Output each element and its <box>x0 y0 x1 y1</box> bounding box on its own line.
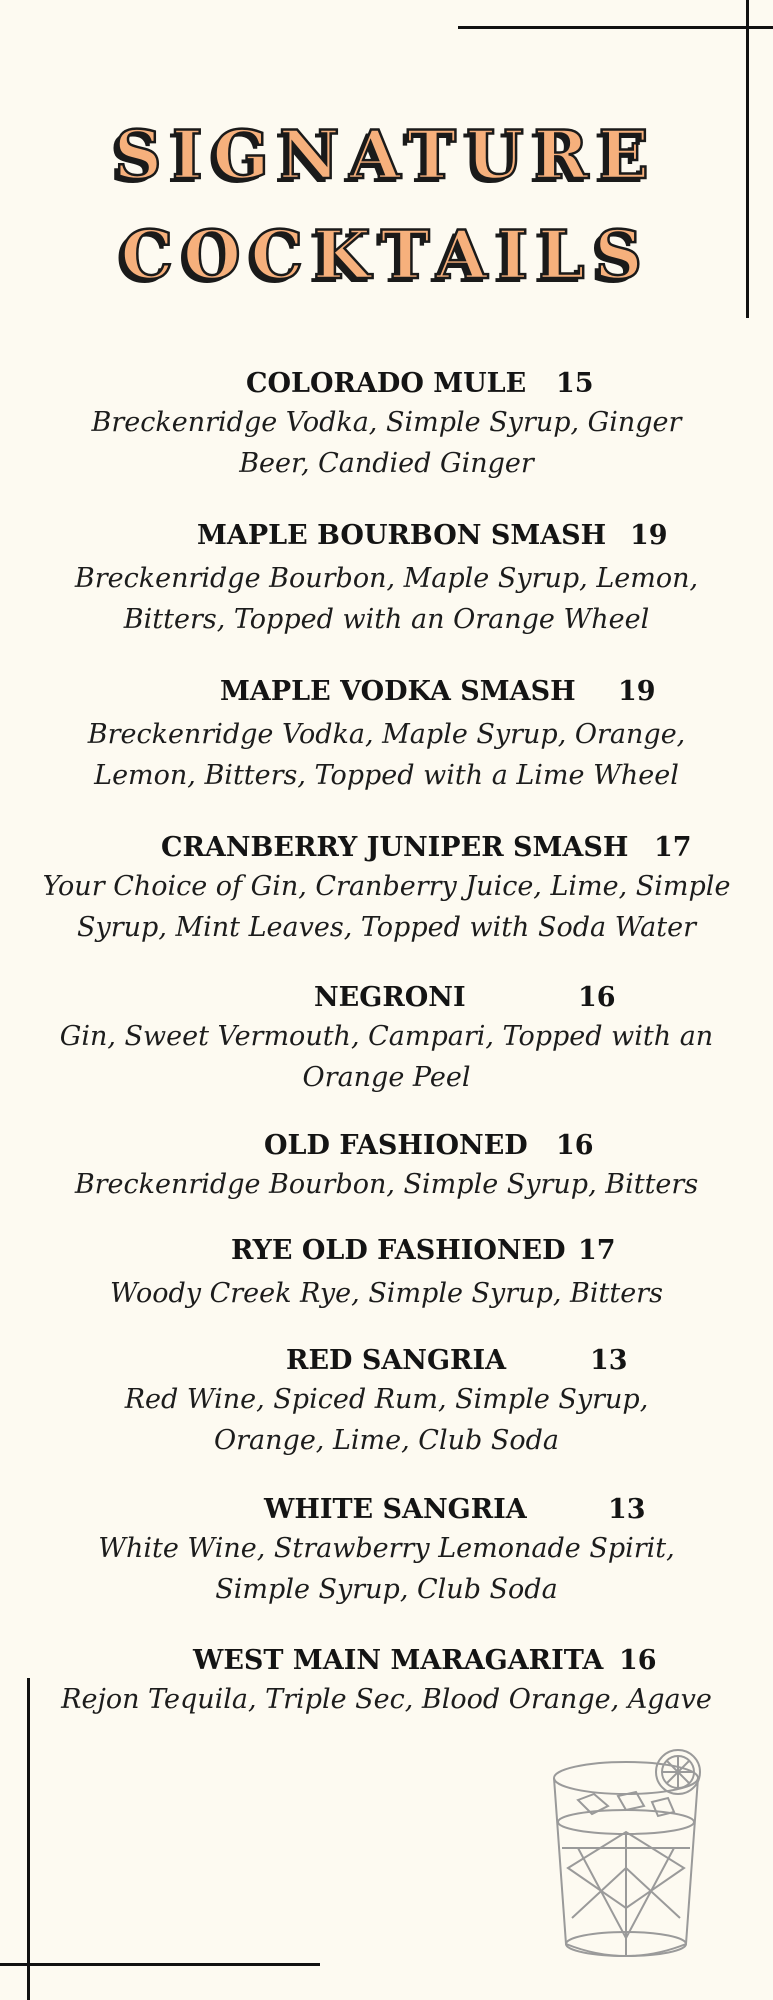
item-price: 15 <box>556 368 594 399</box>
menu-item-west-main-maragarita <box>30 1643 743 1720</box>
menu-title-line1: SIGNATURE <box>114 116 659 194</box>
item-description: Red Wine, Spiced Rum, Simple Syrup, Orange, Lime, Club Soda <box>124 1384 649 1456</box>
item-price: 19 <box>618 676 656 707</box>
menu-item-red-sangria <box>30 1343 743 1461</box>
item-price: 13 <box>608 1494 646 1525</box>
item-name: NEGRONI <box>314 982 466 1013</box>
item-description: Breckenridge Vodka, Simple Syrup, Ginger Beer, Candied Ginger <box>91 407 682 479</box>
item-name: MAPLE VODKA SMASH <box>220 676 576 707</box>
item-price: 16 <box>619 1645 657 1676</box>
item-name: OLD FASHIONED <box>264 1130 528 1161</box>
menu-item-rye-old-fashioned <box>30 1233 743 1314</box>
item-name: CRANBERRY JUNIPER SMASH <box>161 832 629 863</box>
menu-item-white-sangria <box>30 1492 743 1610</box>
menu-item-maple-bourbon-smash <box>30 518 743 640</box>
item-name: RED SANGRIA <box>286 1345 507 1376</box>
item-price: 16 <box>578 982 616 1013</box>
item-description: Breckenridge Bourbon, Simple Syrup, Bitters <box>74 1169 699 1200</box>
item-name: WEST MAIN MARAGARITA <box>193 1645 604 1676</box>
menu-item-negroni <box>30 980 743 1098</box>
item-description: Your Choice of Gin, Cranberry Juice, Lime, Simple Syrup, Mint Leaves, Topped with Soda Water <box>42 871 731 943</box>
menu-title-line2: COCKTAILS <box>120 216 653 294</box>
item-description: Woody Creek Rye, Simple Syrup, Bitters <box>110 1278 663 1309</box>
item-name: RYE OLD FASHIONED <box>231 1235 566 1266</box>
item-price: 16 <box>556 1130 594 1161</box>
bottom-frame-line <box>0 1963 320 1966</box>
item-description: Rejon Tequila, Triple Sec, Blood Orange, Agave <box>61 1684 712 1715</box>
cocktail-glass-icon <box>548 1748 718 1970</box>
menu-item-colorado-mule <box>30 366 743 484</box>
item-name: WHITE SANGRIA <box>264 1494 527 1525</box>
item-description: Gin, Sweet Vermouth, Campari, Topped with an Orange Peel <box>59 1021 714 1093</box>
item-name: COLORADO MULE <box>246 368 527 399</box>
item-description: Breckenridge Bourbon, Maple Syrup, Lemon, Bitters, Topped with an Orange Wheel <box>74 563 699 635</box>
item-price: 17 <box>578 1235 616 1266</box>
top-frame-line <box>458 26 773 29</box>
item-name: MAPLE BOURBON SMASH <box>197 520 607 551</box>
item-description: White Wine, Strawberry Lemonade Spirit, Simple Syrup, Club Soda <box>98 1533 675 1605</box>
item-price: 17 <box>654 832 692 863</box>
menu-item-cranberry-juniper-smash <box>30 830 743 948</box>
left-frame-line <box>27 1678 30 2000</box>
menu-item-old-fashioned <box>30 1128 743 1205</box>
menu-item-maple-vodka-smash <box>30 674 743 796</box>
item-price: 13 <box>590 1345 628 1376</box>
item-description: Breckenridge Vodka, Maple Syrup, Orange, Lemon, Bitters, Topped with a Lime Wheel <box>87 719 686 791</box>
item-price: 19 <box>630 520 668 551</box>
